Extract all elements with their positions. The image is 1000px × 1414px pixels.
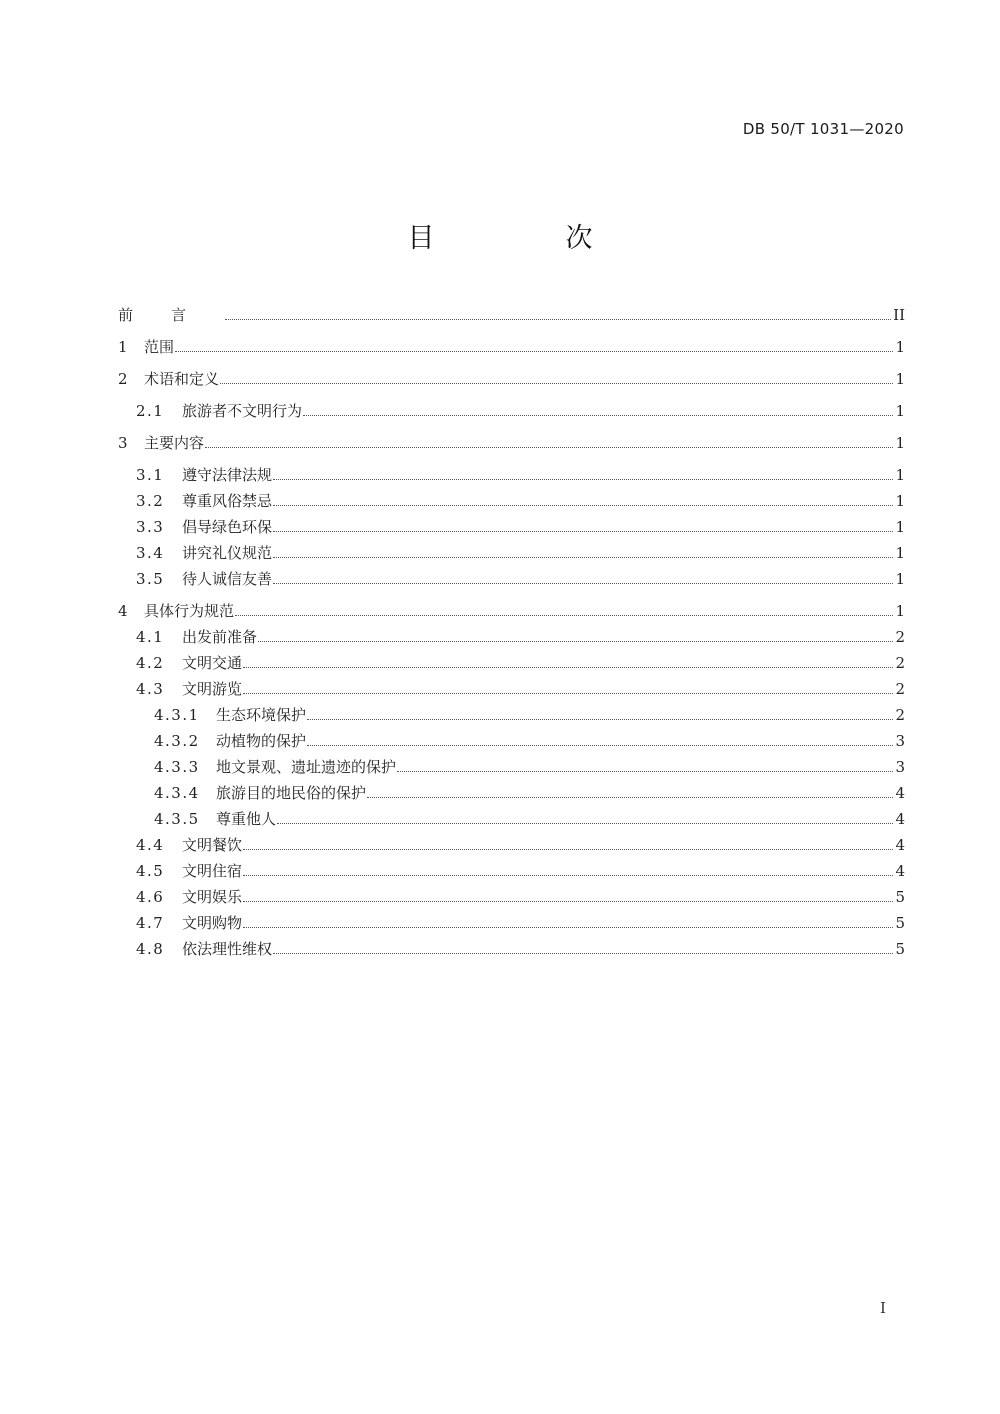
toc-entry-page: 2 — [895, 706, 905, 724]
dot-leader — [273, 556, 893, 558]
dot-leader — [243, 666, 893, 668]
toc-entry-page: 5 — [895, 940, 905, 958]
toc-entry-number: 3.1 — [136, 466, 165, 484]
toc-entry-number: 4.1 — [136, 628, 165, 646]
toc-entry-label: 前言 — [118, 306, 225, 324]
toc-entry-page: 1 — [895, 466, 905, 484]
toc-entry-3-2[interactable] — [118, 485, 905, 511]
toc-entry-number: 3.2 — [136, 492, 165, 510]
dot-leader — [258, 640, 893, 642]
toc-entry-number: 3.5 — [136, 570, 165, 588]
toc-entry-page: 1 — [895, 570, 905, 588]
toc-entry-label: 旅游目的地民俗的保护 — [216, 784, 367, 802]
toc-entry-number: 3 — [118, 434, 130, 452]
toc-entry-4-3-1[interactable] — [118, 699, 905, 725]
toc-entry-page: 2 — [895, 628, 905, 646]
toc-entry-3-3[interactable] — [118, 511, 905, 537]
toc-entry-label: 地文景观、遗址遗迹的保护 — [216, 758, 397, 776]
toc-entry-page: II — [893, 306, 905, 324]
dot-leader — [273, 530, 893, 532]
toc-entry-4-3[interactable] — [118, 673, 905, 699]
toc-entry-number: 4.2 — [136, 654, 165, 672]
table-of-contents — [118, 299, 905, 959]
toc-entry-label: 文明交通 — [182, 654, 243, 672]
toc-entry-label: 待人诚信友善 — [182, 570, 273, 588]
toc-entry-label: 文明住宿 — [182, 862, 243, 880]
toc-entry-4-2[interactable] — [118, 647, 905, 673]
toc-entry-page: 1 — [895, 434, 905, 452]
toc-entry-3-4[interactable] — [118, 537, 905, 563]
toc-entry-4-3-5[interactable] — [118, 803, 905, 829]
dot-leader — [243, 692, 893, 694]
toc-entry-label: 遵守法律法规 — [182, 466, 273, 484]
dot-leader — [273, 582, 893, 584]
toc-entry-page: 1 — [895, 544, 905, 562]
dot-leader — [205, 446, 893, 448]
toc-entry-label: 尊重风俗禁忌 — [182, 492, 273, 510]
toc-entry-4-7[interactable] — [118, 907, 905, 933]
toc-entry-number: 2 — [118, 370, 130, 388]
toc-entry-page: 4 — [895, 784, 905, 802]
page-title: 目 次 — [407, 223, 645, 254]
toc-entry-label: 讲究礼仪规范 — [182, 544, 273, 562]
page-number: I — [880, 1299, 886, 1317]
toc-entry-4[interactable] — [118, 595, 905, 621]
dot-leader — [243, 926, 893, 928]
toc-entry-page: 5 — [895, 888, 905, 906]
dot-leader — [243, 874, 893, 876]
toc-entry-number: 4 — [118, 602, 130, 620]
toc-entry-number: 4.7 — [136, 914, 165, 932]
toc-entry-number: 3.4 — [136, 544, 165, 562]
toc-entry-3[interactable] — [118, 427, 905, 453]
document-code: DB 50/T 1031—2020 — [742, 120, 904, 138]
dot-leader — [225, 318, 891, 320]
toc-entry-label: 生态环境保护 — [216, 706, 307, 724]
dot-leader — [277, 822, 893, 824]
toc-entry-page: 2 — [895, 654, 905, 672]
toc-entry-4-1[interactable] — [118, 621, 905, 647]
toc-entry-page: 4 — [895, 862, 905, 880]
toc-entry-number: 4.8 — [136, 940, 165, 958]
toc-entry-number: 4.3.1 — [154, 706, 200, 724]
toc-entry-number: 2.1 — [136, 402, 165, 420]
toc-entry-page: 2 — [895, 680, 905, 698]
toc-entry-page: 1 — [895, 338, 905, 356]
toc-entry-label: 倡导绿色环保 — [182, 518, 273, 536]
toc-entry-label: 术语和定义 — [144, 370, 220, 388]
toc-entry-4-5[interactable] — [118, 855, 905, 881]
dot-leader — [243, 900, 893, 902]
toc-entry-number: 4.3 — [136, 680, 165, 698]
dot-leader — [367, 796, 893, 798]
toc-entry-3-5[interactable] — [118, 563, 905, 589]
toc-entry-number: 4.3.3 — [154, 758, 200, 776]
toc-entry-label: 动植物的保护 — [216, 732, 307, 750]
toc-entry-page: 1 — [895, 602, 905, 620]
toc-entry-4-6[interactable] — [118, 881, 905, 907]
toc-entry-label: 具体行为规范 — [144, 602, 235, 620]
dot-leader — [273, 504, 893, 506]
toc-entry-4-3-4[interactable] — [118, 777, 905, 803]
toc-entry-4-4[interactable] — [118, 829, 905, 855]
toc-entry-page: 1 — [895, 402, 905, 420]
dot-leader — [397, 770, 893, 772]
dot-leader — [303, 414, 893, 416]
toc-entry-page: 3 — [895, 732, 905, 750]
toc-entry-label: 文明餐饮 — [182, 836, 243, 854]
toc-entry-foreword[interactable] — [118, 299, 905, 325]
toc-entry-4-3-2[interactable] — [118, 725, 905, 751]
toc-entry-number: 3.3 — [136, 518, 165, 536]
toc-entry-page: 1 — [895, 518, 905, 536]
toc-entry-number: 4.3.2 — [154, 732, 200, 750]
toc-entry-4-8[interactable] — [118, 933, 905, 959]
toc-entry-page: 4 — [895, 810, 905, 828]
dot-leader — [307, 718, 893, 720]
toc-entry-label: 范围 — [144, 338, 175, 356]
toc-entry-page: 1 — [895, 370, 905, 388]
dot-leader — [307, 744, 893, 746]
dot-leader — [220, 382, 893, 384]
toc-entry-label: 文明购物 — [182, 914, 243, 932]
toc-entry-2-1[interactable] — [118, 395, 905, 421]
toc-entry-number: 1 — [118, 338, 130, 356]
toc-entry-number: 4.3.4 — [154, 784, 200, 802]
toc-entry-number: 4.4 — [136, 836, 165, 854]
toc-entry-3-1[interactable] — [118, 459, 905, 485]
dot-leader — [175, 350, 893, 352]
toc-entry-label: 主要内容 — [144, 434, 205, 452]
toc-entry-1[interactable] — [118, 331, 905, 357]
toc-entry-label: 尊重他人 — [216, 810, 277, 828]
toc-entry-page: 1 — [895, 492, 905, 510]
toc-entry-page: 3 — [895, 758, 905, 776]
dot-leader — [273, 478, 893, 480]
toc-entry-number: 4.6 — [136, 888, 165, 906]
toc-entry-number: 4.5 — [136, 862, 165, 880]
toc-entry-label: 依法理性维权 — [182, 940, 273, 958]
dot-leader — [243, 848, 893, 850]
dot-leader — [235, 614, 893, 616]
toc-entry-2[interactable] — [118, 363, 905, 389]
dot-leader — [273, 952, 893, 954]
toc-entry-4-3-3[interactable] — [118, 751, 905, 777]
toc-entry-label: 旅游者不文明行为 — [182, 402, 303, 420]
toc-entry-label: 文明娱乐 — [182, 888, 243, 906]
toc-entry-number: 4.3.5 — [154, 810, 200, 828]
toc-entry-label: 文明游览 — [182, 680, 243, 698]
toc-entry-page: 5 — [895, 914, 905, 932]
toc-entry-page: 4 — [895, 836, 905, 854]
toc-entry-label: 出发前准备 — [182, 628, 258, 646]
